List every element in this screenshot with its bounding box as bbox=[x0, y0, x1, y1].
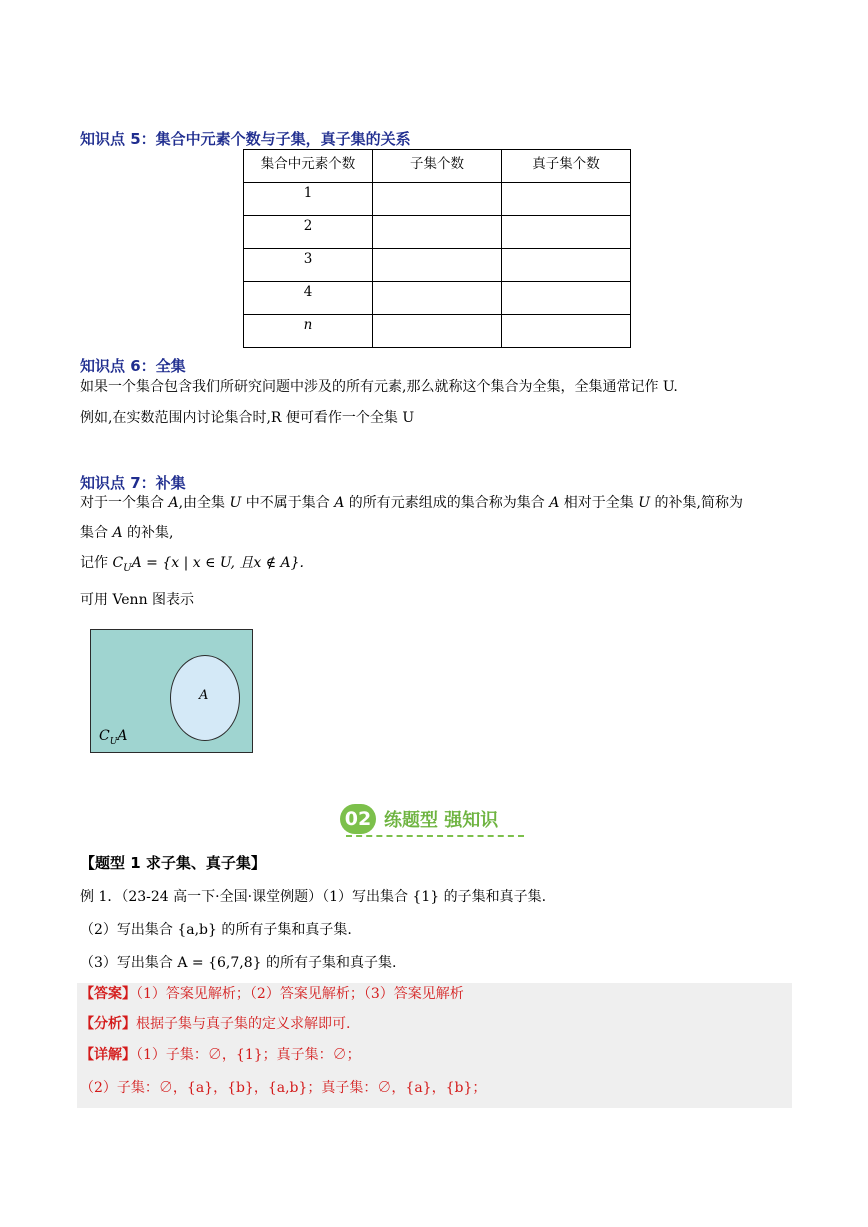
kp6-example: 例如,在实数范围内讨论集合时,R 便可看作一个全集 U bbox=[80, 410, 415, 426]
text-run: C bbox=[99, 728, 110, 744]
section-heading: 练题型 强知识 bbox=[384, 810, 499, 831]
table-cell bbox=[373, 249, 502, 282]
analysis-tag: 【分析】 bbox=[80, 1016, 136, 1032]
kp7-definition-line1 bbox=[80, 493, 743, 513]
table-cell: 1 bbox=[244, 183, 373, 216]
detail-text: （1）子集：∅，{1}；真子集：∅； bbox=[136, 1047, 361, 1063]
example-line-2: （2）写出集合 {a,b} 的所有子集和真子集. bbox=[80, 922, 352, 938]
example-line-3: （3）写出集合 A = {6,7,8} 的所有子集和真子集. bbox=[80, 955, 397, 971]
answer-tag: 【答案】 bbox=[80, 986, 136, 1002]
table-header-cell: 真子集个数 bbox=[502, 150, 631, 183]
detail-tag: 【详解】 bbox=[80, 1047, 136, 1063]
table-cell bbox=[502, 315, 631, 348]
math-var: A bbox=[549, 495, 560, 511]
text-run: A bbox=[117, 728, 128, 744]
math-formula: A = {x | x ∈ U, 且x ∉ A}. bbox=[131, 555, 304, 571]
kp7-notation bbox=[80, 553, 304, 579]
table-cell bbox=[373, 282, 502, 315]
table-cell: 3 bbox=[244, 249, 373, 282]
section-divider bbox=[346, 835, 524, 837]
kp7-definition-line2 bbox=[80, 523, 173, 543]
math-var: C bbox=[112, 555, 124, 571]
text-run: 的所有元素组成的集合称为集合 bbox=[344, 495, 550, 511]
answer-text: （1）答案见解析；（2）答案见解析；（3）答案见解析 bbox=[136, 986, 464, 1002]
table-row bbox=[244, 315, 631, 348]
math-sub: U bbox=[109, 736, 118, 747]
math-sub: U bbox=[123, 562, 132, 574]
math-var: A bbox=[112, 525, 123, 541]
kp5-title: 知识点 5：集合中元素个数与子集，真子集的关系 bbox=[80, 130, 411, 148]
table-cell bbox=[373, 183, 502, 216]
venn-set-a-label: A bbox=[199, 688, 209, 703]
text-run: 对于一个集合 bbox=[80, 495, 169, 511]
text-run: 记作 bbox=[80, 555, 113, 571]
detail-line-2: （2）子集：∅，{a}，{b}，{a,b}；真子集：∅，{a}，{b}； bbox=[80, 1080, 487, 1096]
text-run: 的补集, bbox=[122, 525, 174, 541]
table-cell bbox=[373, 216, 502, 249]
table-cell: 2 bbox=[244, 216, 373, 249]
table-cell bbox=[502, 282, 631, 315]
kp6-definition: 如果一个集合包含我们所研究问题中涉及的所有元素,那么就称这个集合为全集，全集通常记作 U. bbox=[80, 379, 678, 395]
kp7-venn-caption: 可用 Venn 图表示 bbox=[80, 592, 195, 608]
math-var: U bbox=[638, 495, 651, 511]
element-count-table bbox=[243, 149, 631, 348]
venn-complement-label bbox=[99, 728, 127, 747]
text-run: 集合 bbox=[80, 525, 113, 541]
question-type-title: 【题型 1 求子集、真子集】 bbox=[80, 854, 266, 872]
table-cell bbox=[502, 216, 631, 249]
math-var: A bbox=[334, 495, 345, 511]
text-run: ,由全集 bbox=[178, 495, 230, 511]
text-run: 的补集,简称为 bbox=[650, 495, 743, 511]
kp7-title: 知识点 7：补集 bbox=[80, 474, 186, 492]
analysis-line bbox=[80, 1014, 350, 1034]
table-header-cell: 子集个数 bbox=[373, 150, 502, 183]
answer-line bbox=[80, 984, 464, 1004]
table-row bbox=[244, 183, 631, 216]
section-number-badge: 02 bbox=[340, 804, 376, 834]
example-line-1: 例 1．（23-24 高一下·全国·课堂例题）（1）写出集合 {1} 的子集和真子集. bbox=[80, 889, 547, 905]
table-row bbox=[244, 282, 631, 315]
table-row bbox=[244, 249, 631, 282]
table-cell bbox=[502, 249, 631, 282]
table-row bbox=[244, 216, 631, 249]
table-header-row bbox=[244, 150, 631, 183]
math-var: U bbox=[229, 495, 242, 511]
text-run: 相对于全集 bbox=[559, 495, 639, 511]
table-header-cell: 集合中元素个数 bbox=[244, 150, 373, 183]
text-run: 中不属于集合 bbox=[241, 495, 335, 511]
kp6-title: 知识点 6：全集 bbox=[80, 357, 186, 375]
table-cell: 4 bbox=[244, 282, 373, 315]
detail-line-1 bbox=[80, 1045, 361, 1065]
analysis-text: 根据子集与真子集的定义求解即可. bbox=[136, 1016, 351, 1032]
table-cell bbox=[502, 183, 631, 216]
table-cell: n bbox=[244, 315, 373, 348]
table-cell bbox=[373, 315, 502, 348]
math-var: A bbox=[168, 495, 179, 511]
